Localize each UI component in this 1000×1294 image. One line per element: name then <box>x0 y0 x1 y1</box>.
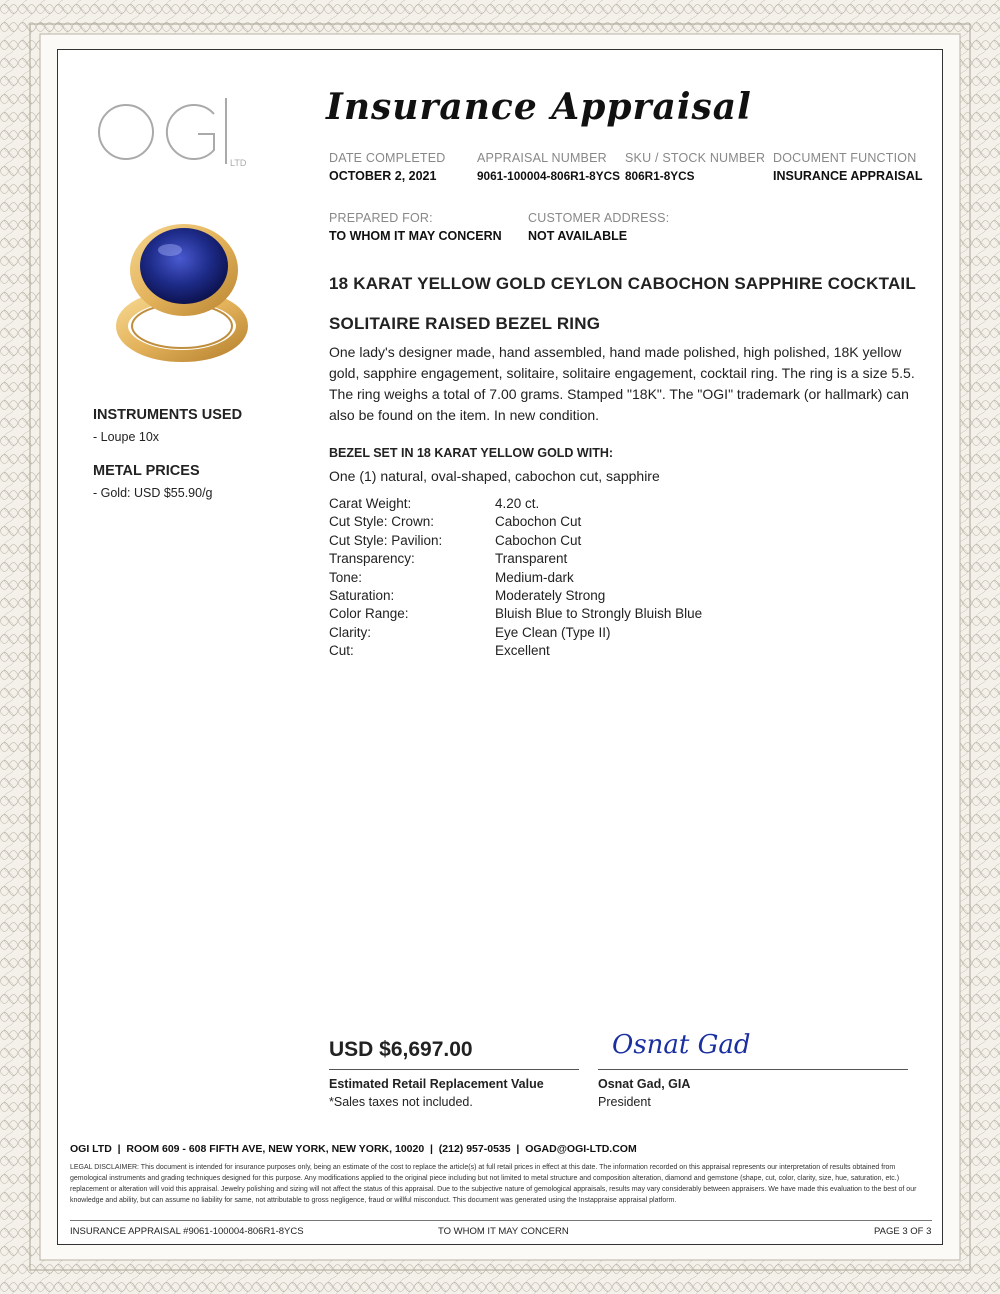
property-key: Cut Style: Crown: <box>329 514 435 530</box>
price-rule <box>329 1069 579 1070</box>
ring-image <box>108 218 260 364</box>
property-row <box>329 588 702 606</box>
ogi-logo <box>96 92 256 172</box>
signature: Osnat Gad <box>612 1030 751 1060</box>
item-title-line1: 18 KARAT YELLOW GOLD CEYLON CABOCHON SAPPHIRE COCKTAIL <box>329 274 916 293</box>
price-label: Estimated Retail Replacement Value <box>329 1077 544 1091</box>
property-value: Excellent <box>495 643 550 659</box>
signer-name: Osnat Gad, GIA <box>598 1077 691 1091</box>
property-key: Saturation: <box>329 587 395 603</box>
page-number: PAGE 3 OF 3 <box>874 1226 932 1237</box>
signature-rule <box>598 1069 908 1070</box>
property-value: 4.20 ct. <box>495 496 540 511</box>
prepared-for-label: PREPARED FOR: <box>329 211 433 225</box>
instruments-value: - Loupe 10x <box>93 430 160 444</box>
property-value: Transparent <box>495 551 568 567</box>
setting-heading: BEZEL SET IN 18 KARAT YELLOW GOLD WITH: <box>329 446 614 460</box>
svg-text:LTD: LTD <box>230 158 247 168</box>
date-completed-value: OCTOBER 2, 2021 <box>329 169 437 183</box>
customer-address-value: NOT AVAILABLE <box>528 229 628 243</box>
customer-address-label: CUSTOMER ADDRESS: <box>528 211 670 225</box>
property-row <box>329 533 702 551</box>
document-title: Insurance Appraisal <box>326 86 752 128</box>
item-title-line2: SOLITAIRE RAISED BEZEL RING <box>329 314 601 333</box>
item-description: One lady's designer made, hand assembled, hand made polished, high polished, 18K yellow gold, sapphire engagement, solitaire, solitaire engagement, cocktail ring. The ring is a size 5.5. The ring weighs a total of 7.00 grams. Stamped "18K". The "OGI" trademark (or hallmark) can also be found on the item. In new condition. <box>329 344 915 423</box>
document-function-label: DOCUMENT FUNCTION <box>773 151 917 165</box>
property-row <box>329 625 702 643</box>
property-row <box>329 514 702 532</box>
property-value: Bluish Blue to Strongly Bluish Blue <box>495 606 703 622</box>
property-key: Tone: <box>329 569 363 585</box>
company-contact-line: OGI LTD | ROOM 609 - 608 FIFTH AVE, NEW YORK, NEW YORK, 10020 | (212) 957-0535 | OGAD@OGI-LTD.COM <box>70 1143 637 1155</box>
tax-note: *Sales taxes not included. <box>329 1095 473 1109</box>
property-row <box>329 496 702 514</box>
gem-properties <box>329 496 702 662</box>
retail-value-price: USD $6,697.00 <box>329 1038 473 1061</box>
metal-prices-value: - Gold: USD $55.90/g <box>93 486 213 500</box>
property-key: Carat Weight: <box>329 496 412 511</box>
property-value: Moderately Strong <box>495 587 606 603</box>
document-function-value: INSURANCE APPRAISAL <box>773 169 923 183</box>
instruments-heading: INSTRUMENTS USED <box>93 407 243 423</box>
property-key: Color Range: <box>329 606 409 622</box>
property-key: Cut Style: Pavilion: <box>329 532 443 548</box>
metal-prices-heading: METAL PRICES <box>93 463 200 479</box>
property-value: Cabochon Cut <box>495 514 582 530</box>
footer-appraisal-ref: INSURANCE APPRAISAL #9061-100004-806R1-8YCS <box>70 1226 304 1237</box>
property-row <box>329 551 702 569</box>
property-key: Clarity: <box>329 624 372 640</box>
property-value: Cabochon Cut <box>495 532 582 548</box>
property-row <box>329 643 702 661</box>
date-completed-label: DATE COMPLETED <box>329 151 446 165</box>
stone-line: One (1) natural, oval-shaped, cabochon cut, sapphire <box>329 468 660 484</box>
legal-disclaimer: LEGAL DISCLAIMER: This document is intended for insurance purposes only, being an estimate of the cost to replace the article(s) at full retail prices in effect at this date. The information recorded on this appraisal represents our interpretation of results obtained from gemological instruments and grading techniques designed for this purpose. Any modifications applied to the original piece including but not limited to metal structure and composition alteration, diamond and gemstone (shape, cut, color, clarity, size, hue, saturation, etc.) replacement or alteration will void this appraisal. Jewelry polishing and sizing will not affect the status of this appraisal. Due to the subjective nature of gemological appraisals, results may vary considerably between appraisers. We have made this evaluation to the best of our knowledge and ability, but can assume no liability for same, not attributable to gross negligence, fraud or willful misconduct. This document was generated using the Instappraise appraisal platform. <box>70 1164 917 1204</box>
property-row <box>329 606 702 624</box>
footer-recipient: TO WHOM IT MAY CONCERN <box>438 1226 569 1237</box>
appraisal-number-label: APPRAISAL NUMBER <box>477 151 607 165</box>
property-value: Medium-dark <box>495 569 574 585</box>
sku-label: SKU / STOCK NUMBER <box>625 151 766 165</box>
property-value: Eye Clean (Type II) <box>495 624 611 640</box>
footer-rule <box>70 1220 932 1221</box>
signer-title: President <box>598 1095 651 1109</box>
property-row <box>329 570 702 588</box>
sku-value: 806R1-8YCS <box>625 169 695 183</box>
property-key: Transparency: <box>329 551 415 567</box>
prepared-for-value: TO WHOM IT MAY CONCERN <box>329 229 502 243</box>
property-key: Cut: <box>329 643 354 659</box>
appraisal-number-value: 9061-100004-806R1-8YCS <box>477 169 620 183</box>
